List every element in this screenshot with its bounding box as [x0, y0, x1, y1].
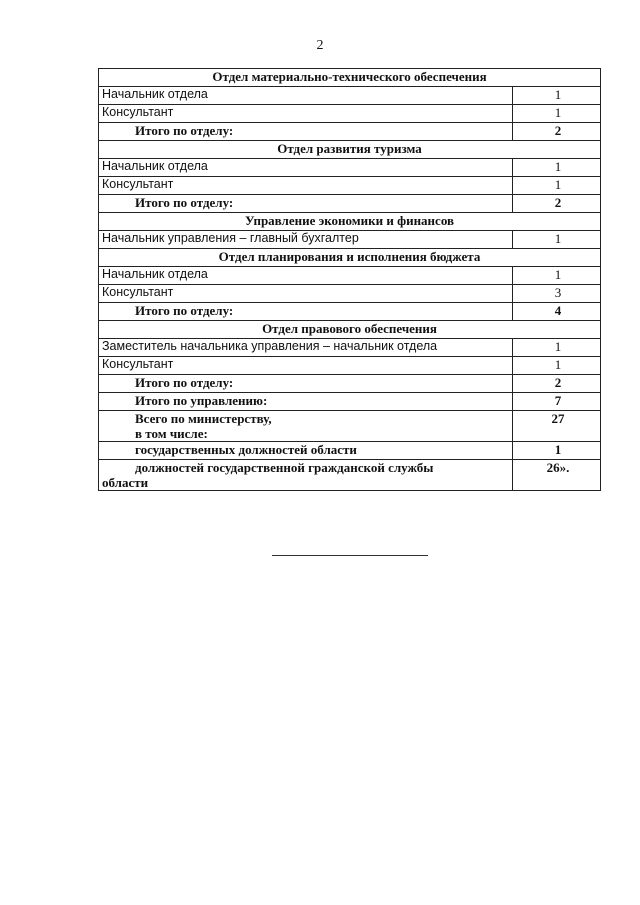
subtotal-label: Итого по управлению: — [99, 393, 513, 411]
subtotal-value: 2 — [513, 195, 601, 213]
position-name: Начальник отдела — [99, 87, 513, 105]
position-row — [99, 105, 601, 123]
section-header-row — [99, 249, 601, 267]
subtotal-row — [99, 393, 601, 411]
position-count: 1 — [513, 339, 601, 357]
subtotal-value: 2 — [513, 123, 601, 141]
subtotal-row — [99, 123, 601, 141]
subtotal-value: 2 — [513, 375, 601, 393]
ministry-total-line1: Всего по министерству, — [135, 411, 272, 426]
position-row — [99, 285, 601, 303]
subtotal-label: Итого по отделу: — [99, 123, 513, 141]
position-row — [99, 231, 601, 249]
civil-service-line1: должностей государственной гражданской службы — [135, 460, 434, 475]
subtotal-row — [99, 375, 601, 393]
position-count: 1 — [513, 105, 601, 123]
civil-service-value: 26». — [513, 460, 601, 491]
position-row — [99, 177, 601, 195]
ministry-total-value: 27 — [513, 411, 601, 442]
position-name: Начальник управления – главный бухгалтер — [99, 231, 513, 249]
position-count: 1 — [513, 177, 601, 195]
subtotal-value: 4 — [513, 303, 601, 321]
signature-line — [272, 555, 428, 556]
ministry-total-row — [99, 411, 601, 442]
section-title: Отдел правового обеспечения — [99, 321, 601, 339]
civil-service-row — [99, 460, 601, 491]
position-count: 1 — [513, 231, 601, 249]
section-title: Отдел материально-технического обеспечения — [99, 69, 601, 87]
subtotal-label: Итого по отделу: — [99, 375, 513, 393]
position-name: Консультант — [99, 357, 513, 375]
subtotal-label: Итого по отделу: — [99, 303, 513, 321]
state-positions-value: 1 — [513, 442, 601, 460]
section-title: Отдел планирования и исполнения бюджета — [99, 249, 601, 267]
position-count: 1 — [513, 357, 601, 375]
state-positions-label: государственных должностей области — [99, 442, 513, 460]
section-header-row — [99, 141, 601, 159]
position-row — [99, 267, 601, 285]
position-count: 1 — [513, 159, 601, 177]
section-header-row — [99, 321, 601, 339]
subtotal-row — [99, 303, 601, 321]
position-name: Консультант — [99, 105, 513, 123]
position-row — [99, 339, 601, 357]
section-header-row — [99, 69, 601, 87]
subtotal-row — [99, 195, 601, 213]
civil-service-line2: области — [102, 475, 149, 490]
state-positions-row — [99, 442, 601, 460]
position-count: 1 — [513, 87, 601, 105]
position-name: Начальник отдела — [99, 159, 513, 177]
position-name: Начальник отдела — [99, 267, 513, 285]
subtotal-label: Итого по отделу: — [99, 195, 513, 213]
position-count: 1 — [513, 267, 601, 285]
position-count: 3 — [513, 285, 601, 303]
staff-table — [98, 68, 601, 491]
position-name: Консультант — [99, 177, 513, 195]
position-name: Консультант — [99, 285, 513, 303]
section-title: Управление экономики и финансов — [99, 213, 601, 231]
ministry-total-label — [99, 411, 513, 442]
page-number: 2 — [316, 38, 324, 53]
position-row — [99, 159, 601, 177]
staff-table-body — [99, 69, 601, 491]
ministry-total-line2: в том числе: — [135, 426, 208, 441]
position-row — [99, 357, 601, 375]
position-name: Заместитель начальника управления – начальник отдела — [99, 339, 513, 357]
subtotal-value: 7 — [513, 393, 601, 411]
civil-service-label — [99, 460, 513, 491]
position-row — [99, 87, 601, 105]
section-header-row — [99, 213, 601, 231]
section-title: Отдел развития туризма — [99, 141, 601, 159]
